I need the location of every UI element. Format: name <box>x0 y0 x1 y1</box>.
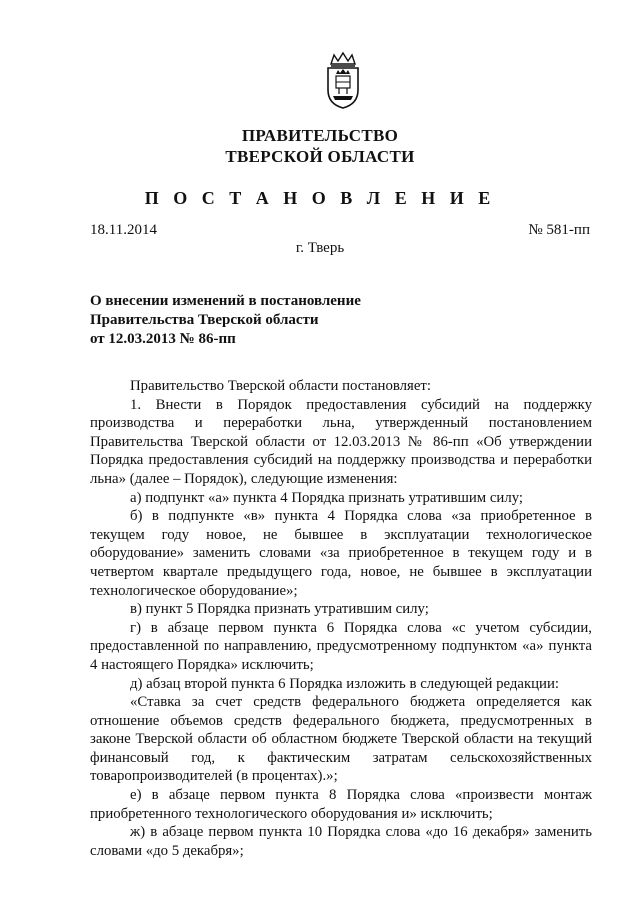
document-type-heading: П О С Т А Н О В Л Е Н И Е <box>144 188 496 208</box>
document-subject <box>90 292 510 349</box>
body-paragraph: в) пункт 5 Порядка признать утратившим силу; <box>130 601 429 618</box>
subject-line: от 12.03.2013 № 86-пп <box>90 331 236 347</box>
document-number: № 581-пп <box>528 222 590 238</box>
body-paragraph: ж) в абзаце первом пункта 10 Порядка слова «до 16 декабря» заменить словами «до 5 декабря»; <box>90 824 592 859</box>
coat-of-arms-icon <box>325 50 361 110</box>
document-date: 18.11.2014 <box>90 222 157 238</box>
subject-line: Правительства Тверской области <box>90 312 319 328</box>
body-paragraph: е) в абзаце первом пункта 8 Порядка слова «произвести монтаж приобретенного технологического оборудования и» исключить; <box>90 787 592 822</box>
body-paragraph: б) в подпункте «в» пункта 4 Порядка слова «за приобретенное в текущем году новое, не бывшее в эксплуатации технологическое оборудование» заменить словами «за приобретенное в текущем году и в четвертом квартале предыдущего года, новое, не бывшее в эксплуатации технологическое оборудование»; <box>90 508 592 599</box>
subject-line: О внесении изменений в постановление <box>90 293 361 309</box>
body-paragraph: «Ставка за счет средств федерального бюджета определяется как отношение объемов средств федерального бюджета, предусмотренных в законе Тверской области об областном бюджете Тверской области на текущий финансовый год, к фактическим затратам сельскохозяйственных товаропроизводителей (в процентах).»; <box>90 694 592 785</box>
government-title-line2: ТВЕРСКОЙ ОБЛАСТИ <box>225 147 415 166</box>
body-paragraph: г) в абзаце первом пункта 6 Порядка слова «с учетом субсидии, предоставленной по направлению, предусмотренному подпунктом «а» пункта 4 настоящего Порядка» исключить; <box>90 619 592 673</box>
government-title-line1: ПРАВИТЕЛЬСТВО <box>241 126 399 145</box>
body-paragraph: Правительство Тверской области постановляет: <box>130 378 432 394</box>
document-city: г. Тверь <box>295 240 345 256</box>
body-paragraph: д) абзац второй пункта 6 Порядка изложить в следующей редакции: <box>130 675 560 692</box>
body-paragraph: а) подпункт «а» пункта 4 Порядка признать утратившим силу; <box>130 489 524 506</box>
document-body <box>90 377 592 860</box>
body-paragraph: 1. Внести в Порядок предоставления субсидий на поддержку производства и переработки льна, утвержденный постановлением Правительства Тверской области от 12.03.2013 № 86-пп «Об утверждении Порядка предоставления субсидий на поддержку производства и переработки льна» (далее – Порядок), следующие изменения: <box>90 396 592 487</box>
